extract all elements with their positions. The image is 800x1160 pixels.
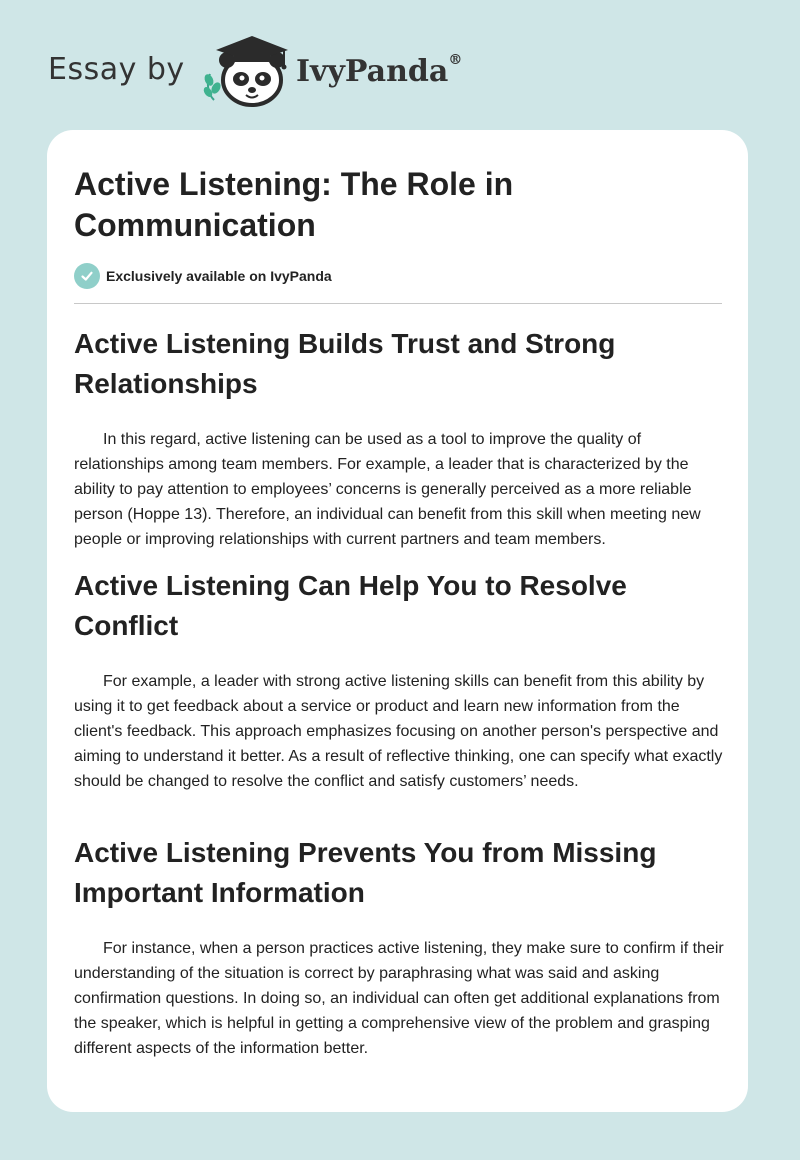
section-paragraph: In this regard, active listening can be used as a tool to improve the quality of relationships among team members. For example, a leader that is characterized by the ability to pay attention to employees’ concerns is generally perceived as a more reliable person (Hoppe 13). Therefore, an individual can benefit from this skill when meeting new people or improving relationships with current partners and team members. xyxy=(74,431,701,548)
section-heading: Active Listening Can Help You to Resolve Conflict xyxy=(74,570,627,641)
panda-graduate-icon xyxy=(200,34,292,108)
essay-section xyxy=(74,566,724,794)
site-header xyxy=(0,0,800,130)
badge-label: Exclusively available on IvyPanda xyxy=(106,268,332,284)
section-paragraph: For instance, when a person practices active listening, they make sure to confirm if their understanding of the situation is correct by paraphrasing what was said and asking confirmation questions. In doing so, an individual can often get additional explanations from the speaker, which is helpful in getting a comprehensive view of the problem and grasping different aspects of the information better. xyxy=(74,940,724,1057)
essay-section xyxy=(74,324,724,552)
section-heading: Active Listening Builds Trust and Strong Relationships xyxy=(74,328,616,399)
essay-section xyxy=(74,833,724,1061)
exclusive-badge xyxy=(74,263,332,289)
divider xyxy=(74,303,722,304)
brand-logo-text: IvyPanda® xyxy=(296,52,463,89)
page-title: Active Listening: The Role in Communication xyxy=(74,166,514,243)
check-circle-icon xyxy=(74,263,100,289)
essay-card xyxy=(47,130,748,1112)
essay-by-label: Essay by xyxy=(48,52,185,87)
section-heading: Active Listening Prevents You from Missing Important Information xyxy=(74,837,657,908)
section-paragraph: For example, a leader with strong active listening skills can benefit from this ability by using it to get feedback about a service or product and learn new information from the client's feedback. This approach emphasizes focusing on another person's perspective and aiming to understand it better. As a result of reflective thinking, one can specify what exactly should be changed to resolve the conflict and satisfy customers’ needs. xyxy=(74,673,723,790)
